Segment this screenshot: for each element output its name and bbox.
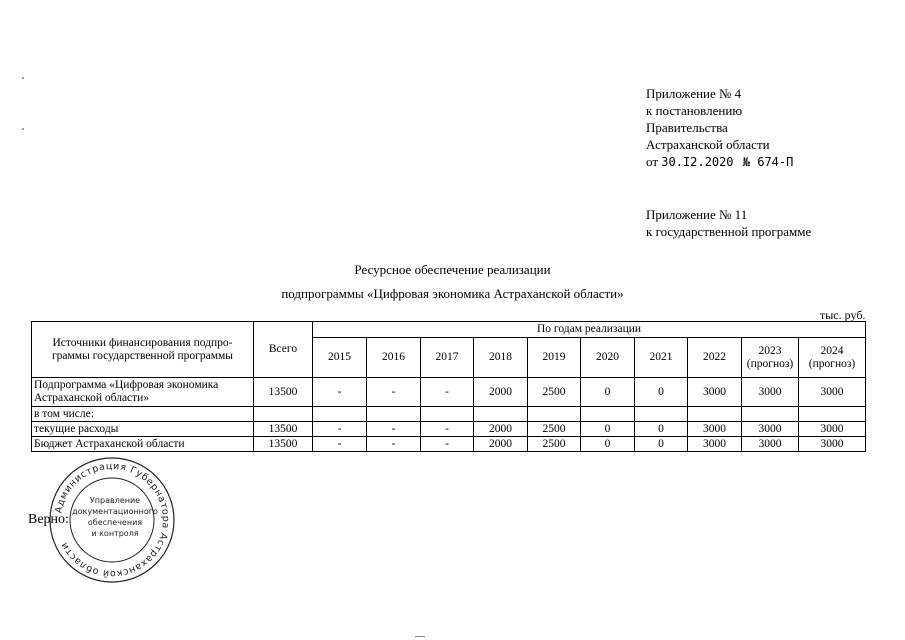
svg-text:и контроля: и контроля — [91, 529, 139, 538]
year-header: 2022 — [688, 338, 742, 378]
row-value: 3000 — [799, 378, 866, 407]
document-title-line1: Ресурсное обеспечение реализации — [354, 262, 551, 277]
document-title-line2: подпрограммы «Цифровая экономика Астраханской области» — [281, 286, 624, 301]
row-value: - — [313, 378, 367, 407]
years-header: По годам реализации — [313, 322, 866, 338]
row-value — [474, 407, 528, 422]
row-value: 0 — [581, 378, 635, 407]
row-value: 3000 — [742, 437, 799, 452]
row-value: 2500 — [528, 437, 581, 452]
row-label: Подпрограмма «Цифровая экономика Астраханской области» — [32, 378, 254, 407]
row-value — [581, 407, 635, 422]
row-value — [421, 407, 474, 422]
row-value: - — [421, 378, 474, 407]
appendix-main-date-line — [646, 153, 793, 171]
row-value: 2000 — [474, 378, 528, 407]
date-prefix: от — [646, 154, 659, 169]
row-total — [254, 407, 313, 422]
row-value: 0 — [635, 437, 688, 452]
row-value: - — [421, 437, 474, 452]
year-header: 2024 (прогноз) — [799, 338, 866, 378]
row-value — [688, 407, 742, 422]
year-header: 2020 — [581, 338, 635, 378]
row-value: 0 — [581, 422, 635, 437]
row-value: - — [367, 378, 421, 407]
row-value — [313, 407, 367, 422]
table-row — [32, 437, 866, 452]
row-total: 13500 — [254, 422, 313, 437]
row-value: 0 — [581, 437, 635, 452]
row-value: 2500 — [528, 378, 581, 407]
resource-table — [31, 321, 866, 452]
resolution-number: № 674-П — [742, 155, 794, 169]
row-value: 0 — [635, 422, 688, 437]
svg-text:Администрация Губернатора Астр: Администрация Губернатора Астраханской области — [53, 460, 172, 580]
year-header: 2019 — [528, 338, 581, 378]
row-value — [742, 407, 799, 422]
row-value: - — [367, 437, 421, 452]
table-body — [32, 378, 866, 452]
row-value — [799, 407, 866, 422]
row-value: 2500 — [528, 422, 581, 437]
year-header: 2015 — [313, 338, 367, 378]
year-header: 2021 — [635, 338, 688, 378]
table-row — [32, 422, 866, 437]
table-row — [32, 378, 866, 407]
units-label: тыс. руб. — [820, 308, 866, 322]
table-row — [32, 407, 866, 422]
svg-text:обеспечения: обеспечения — [87, 518, 143, 527]
source-header: Источники финансирования подпро-граммы государственной программы — [32, 322, 254, 378]
scan-speck — [22, 128, 24, 130]
row-value: 3000 — [688, 422, 742, 437]
row-value: - — [367, 422, 421, 437]
year-header: 2018 — [474, 338, 528, 378]
row-total: 13500 — [254, 437, 313, 452]
appendix-main-line2: к постановлению — [646, 103, 743, 118]
row-value: - — [313, 437, 367, 452]
year-header: 2017 — [421, 338, 474, 378]
scan-speck — [415, 636, 425, 637]
row-value: 3000 — [688, 378, 742, 407]
row-total: 13500 — [254, 378, 313, 407]
year-header: 2023 (прогноз) — [742, 338, 799, 378]
row-value: 3000 — [799, 437, 866, 452]
row-value: - — [421, 422, 474, 437]
row-value: 2000 — [474, 437, 528, 452]
appendix-main-line3: Правительства — [646, 120, 728, 135]
signature-word: Верно: — [28, 512, 69, 527]
row-value: 3000 — [742, 422, 799, 437]
row-label: в том числе: — [32, 407, 254, 422]
row-label: текущие расходы — [32, 422, 254, 437]
svg-text:Управление: Управление — [89, 496, 141, 505]
appendix-program-line1: Приложение № 11 — [646, 207, 748, 222]
row-value: 3000 — [799, 422, 866, 437]
appendix-main-line4: Астраханской области — [646, 137, 770, 152]
svg-text:документационного: документационного — [72, 507, 158, 516]
total-header: Всего — [254, 322, 313, 378]
appendix-program-line2: к государственной программе — [646, 224, 812, 239]
row-value: 0 — [635, 378, 688, 407]
resolution-date: 30.I2.2020 — [661, 155, 734, 169]
row-value: - — [313, 422, 367, 437]
appendix-main-block — [646, 85, 793, 171]
row-label: Бюджет Астраханской области — [32, 437, 254, 452]
row-value: 2000 — [474, 422, 528, 437]
stamp-seal — [47, 455, 177, 585]
appendix-main-line1: Приложение № 4 — [646, 86, 742, 101]
row-value — [635, 407, 688, 422]
row-value: 3000 — [688, 437, 742, 452]
appendix-program-block — [646, 206, 811, 240]
row-value — [367, 407, 421, 422]
row-value: 3000 — [742, 378, 799, 407]
year-header: 2016 — [367, 338, 421, 378]
scan-speck — [22, 77, 24, 79]
row-value — [528, 407, 581, 422]
